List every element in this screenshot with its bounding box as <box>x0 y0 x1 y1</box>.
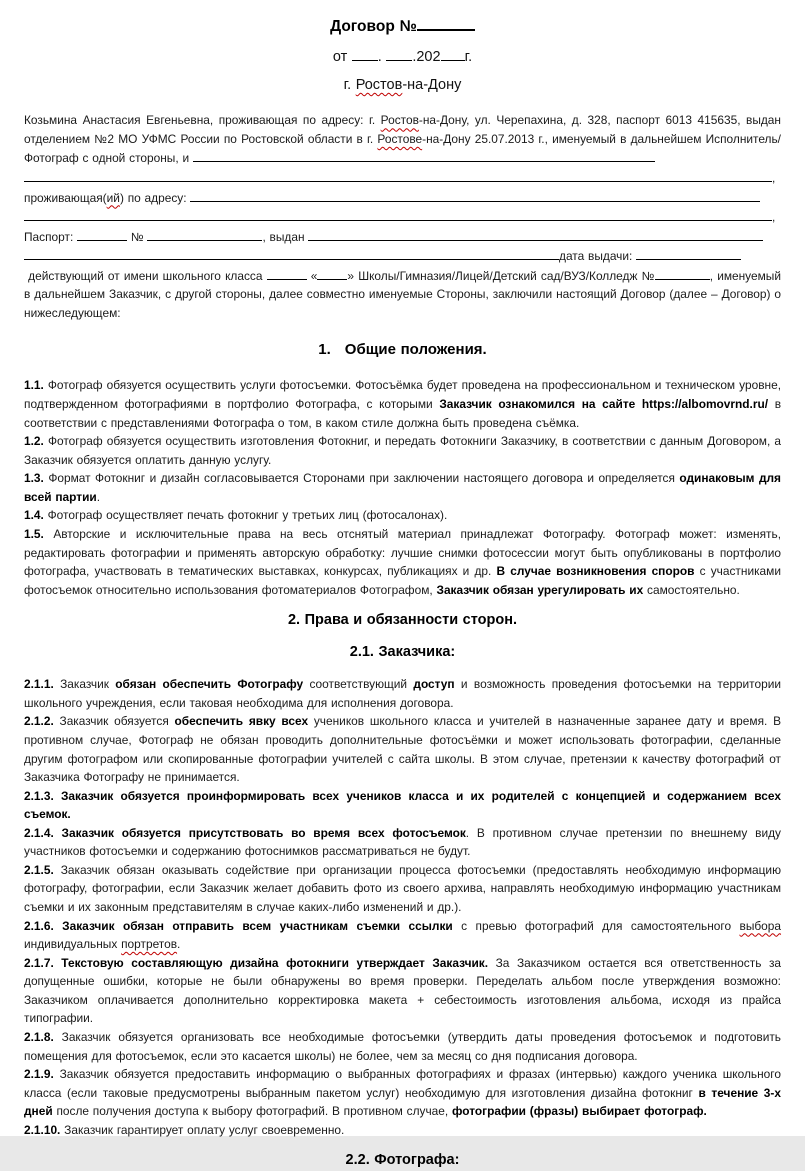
text-run: учеников школьного класса и учителей в назначенные заранее дату и время. В противном случае, Фотограф не обязан проводить дополнительные фотосъёмки и может использовать фотографии, сделанные другим фотографом или скопированные фотографии учителей с сайта школы. В этом случае, претензии к качеству фотографий от Заказчика Фотографу не принимается. <box>24 714 782 785</box>
blank-field <box>267 266 307 280</box>
section-2-2-heading <box>24 1150 781 1171</box>
text-run: » Школы/Гимназия/Лицей/Детский сад/ВУЗ/Колледж № <box>347 268 655 283</box>
section-2-heading <box>24 610 781 631</box>
text-run: самостоятельно. <box>643 582 740 597</box>
text-run: , <box>772 210 776 225</box>
text-run: 2.1. Заказчика: <box>349 644 456 661</box>
text-run: 2.1.3. Заказчик обязуется проинформировать всех учеников класса и их родителей с концепцией и содержанием всех съемок. <box>24 788 781 822</box>
clause-2-1-3 <box>24 787 781 824</box>
text-run: доступ <box>413 677 455 692</box>
blank-field <box>308 227 763 241</box>
clause-2-1-2 <box>24 712 781 786</box>
clause-2-1-8 <box>24 1028 781 1065</box>
text-run: Заказчик обязуется организовать все необходимые фотосъемки (утвердить даты проведения фотосъемок и подготовить помещения для фотосъемок, если это касается школы) не более, чем за месяц со дня подписания договора. <box>24 1029 781 1063</box>
address-row <box>24 188 781 208</box>
text-run: Заказчик обязан оказывать содействие при организации процесса фотосъемки (предоставлять необходимую информацию фотографу, фотографии, если Заказчик желает добавить фото из своего архива, направлять необходимую информацию участникам съемки и их законным представителям в случае каких-либо изменений и др.). <box>24 862 781 914</box>
blank-field <box>193 148 655 162</box>
text-run: после получения доступа к выбору фотографий. В противном случае, <box>52 1104 452 1119</box>
text-run: Заказчик обязуется <box>53 714 175 729</box>
clause-2-1-5 <box>24 861 781 917</box>
clause-2-1-6 <box>24 917 781 954</box>
class-row <box>24 266 781 323</box>
doc-title <box>24 16 781 38</box>
blank-field <box>386 47 412 61</box>
text-run: проживающая( <box>24 190 107 205</box>
blank-field <box>77 227 127 241</box>
text-run: 2.1.8. <box>24 1029 54 1044</box>
text-run: индивидуальных <box>24 937 122 952</box>
blank-field <box>190 188 760 202</box>
section-2-1-heading <box>24 642 781 663</box>
text-run: от <box>332 48 352 65</box>
text-run: ий <box>106 190 120 205</box>
text-run: в течение 3-х дней <box>24 1085 781 1119</box>
text-run: Фотограф обязуется осуществить изготовления Фотокниг, и передать Фотокниги Заказчику, в соответствии с данным Договором, а Заказчик обязуется оплатить данную услугу. <box>24 434 781 467</box>
text-run: 2.1.1. <box>24 677 54 692</box>
text-run: № <box>127 229 148 244</box>
clause-1-3 <box>24 469 781 506</box>
text-run: 1. Общие положения. <box>318 341 487 359</box>
clause-2-1-9 <box>24 1065 781 1121</box>
text-run: -на-Дону, ул. Черепахина, д. 328, паспорт 6013 415635, выдан отделением №2 МО УФМС России по Ростовской области в г. <box>24 113 781 146</box>
text-run: , именуемый в дальнейшем Заказчик, с другой стороны, далее совместно именуемые Стороны, заключили настоящий Договор (далее – Договор) о нижеследующем: <box>24 268 781 320</box>
text-run: 2. Права и обязанности сторон. <box>287 612 517 629</box>
text-run: дата выдачи: <box>559 249 637 264</box>
text-run: портретов <box>121 937 178 952</box>
text-run: 2.1.9. <box>24 1067 54 1082</box>
text-run: . <box>96 489 101 504</box>
issue-date-row <box>24 246 781 266</box>
text-run: 1.4. <box>24 508 44 523</box>
text-run: соответствующий <box>303 677 414 692</box>
text-run: одинаковым для всей партии <box>24 471 781 504</box>
text-run: . В противном случае претензии по внешнему виду участников фотосъемки и содержанию фотоснимков рассматриваться не будут. <box>24 825 781 859</box>
intro-paragraph <box>24 111 781 168</box>
text-run: действующий от имени школьного класса <box>24 268 267 283</box>
clause-2-1-7 <box>24 954 781 1028</box>
text-run: . <box>377 48 387 65</box>
text-run: обязан обеспечить Фотографу <box>115 677 304 692</box>
text-run: Заказчик ознакомился на сайте https://albomovrnd.ru/ <box>439 397 769 412</box>
clause-1-2 <box>24 432 781 469</box>
text-run: г. <box>343 76 356 93</box>
blank-line-row <box>24 207 781 227</box>
clause-1-1 <box>24 376 781 432</box>
text-run: Заказчик <box>53 677 116 692</box>
text-run: 2.1.7. Текстовую составляющую дизайна фотокниги утверждает Заказчик. <box>24 955 489 970</box>
blank-field <box>441 47 465 61</box>
text-run: За Заказчиком остается вся ответственность за допущенные ошибки, которые не были обнаружены во время проверки. Переделать альбом после утверждения возможно: Заказчиком оплачивается дополнительно корректировка макета + себестоимость изготовления альбома, исходя из прайса типографии. <box>24 955 782 1026</box>
text-run: 1.2. <box>24 434 44 449</box>
text-run: Ростов <box>355 76 403 93</box>
text-run: Фотограф обязуется осуществить услуги фотосъемки. Фотосъёмка будет проведена на профессиональном и техническом уровне, подтвержденном фотографиями в портфолио Фотографа, с которыми <box>24 378 781 412</box>
text-run: в соответствии с представлениями Фотографа о том, в каком стиле должна быть проведена съёмка. <box>24 397 782 430</box>
text-run: « <box>306 268 318 283</box>
section-1-heading <box>24 339 781 360</box>
text-run: Ростов <box>380 113 419 128</box>
text-run: ) по адресу: <box>119 190 191 205</box>
text-run: Ростове <box>377 131 423 146</box>
text-run: , выдан <box>262 229 309 244</box>
blank-field <box>317 266 347 280</box>
clause-2-1-10 <box>24 1121 781 1140</box>
text-run: 1.3. <box>24 471 44 486</box>
text-run: Фотограф осуществляет печать фотокниг у третьих лиц (фотосалонах). <box>43 508 448 523</box>
text-run: Договор № <box>330 18 417 35</box>
text-run: , <box>772 170 776 185</box>
text-run: . <box>177 937 181 952</box>
doc-date-line <box>24 47 781 67</box>
text-run: -на-Дону <box>402 76 462 93</box>
text-run: обеспечить явку всех <box>174 714 309 729</box>
text-run: Козьмина Анастасия Евгеньевна, проживающая по адресу: г. <box>24 113 381 128</box>
clause-1-4 <box>24 506 781 525</box>
passport-row <box>24 227 781 247</box>
text-run: -на-Дону 25.07.2013 г., именуемый в дальнейшем Исполнитель/Фотограф с одной стороны, и <box>24 131 781 166</box>
blank-field <box>417 16 475 31</box>
text-run: г. <box>464 48 473 65</box>
text-run: и возможность проведения фотосъемки на территории школьного учреждения, если таковая необходима для исполнения договора. <box>24 677 782 710</box>
text-run: с превью фотографий для самостоятельного <box>452 918 740 933</box>
blank-field <box>24 246 559 260</box>
text-run: выбора <box>739 918 782 933</box>
blank-field <box>655 266 710 280</box>
text-run: 2.1.4. Заказчик обязуется присутствовать во время всех фотосъемок <box>24 825 466 840</box>
text-run: с участниками фотосъемок относительно использования фотоматериалов Фотографом, <box>24 564 781 597</box>
text-run: 1.1. <box>24 378 44 393</box>
blank-line-row <box>24 168 781 188</box>
clause-2-1-1 <box>24 675 781 712</box>
text-run: .202 <box>412 48 441 65</box>
doc-city-line <box>24 75 781 95</box>
text-run: 2.1.2. <box>24 714 54 729</box>
blank-field <box>352 47 378 61</box>
document-body <box>24 16 781 1171</box>
blank-field <box>147 227 262 241</box>
text-run: 2.1.5. <box>24 862 54 877</box>
clause-1-5 <box>24 525 781 599</box>
text-run: Заказчик обязан урегулировать их <box>436 582 644 597</box>
text-run: Формат Фотокниг и дизайн согласовывается Сторонами при заключении настоящего договора и определяется <box>43 471 680 486</box>
text-run: 2.1.10. <box>24 1122 61 1137</box>
blank-field <box>24 207 772 221</box>
text-run: Заказчик гарантирует оплату услуг своевременно. <box>60 1122 345 1137</box>
text-run: 2.1.6. Заказчик обязан отправить всем участникам съемки ссылки <box>24 918 453 933</box>
text-run: фотографии (фразы) выбирает фотограф. <box>452 1104 707 1119</box>
text-run: В случае возникновения споров <box>496 564 695 579</box>
text-run: Заказчик обязуется предоставить информацию о выбранных фотографиях и фразах (интервью) каждого ученика школьного класса (если таковые предусмотрены выбранным пакетом услуг) необходимую для изготовления дизайна фотокниг <box>24 1067 781 1100</box>
clause-2-1-4 <box>24 824 781 861</box>
text-run: Паспорт: <box>24 229 78 244</box>
text-run: 1.5. <box>24 526 44 541</box>
text-run: Авторские и исключительные права на весь отснятый материал принадлежат Фотографу. Фотограф может: изменять, редактировать фотографии и применять авторскую обработку: лучшие снимки фотосессии могут быть опубликованы в портфолио фотографа, участвовать в тематических выставках, конкурсах, публикациях и др. <box>24 526 781 579</box>
blank-field <box>636 246 741 260</box>
text-run: 2.2. Фотографа: <box>345 1152 460 1169</box>
blank-field <box>24 168 772 182</box>
